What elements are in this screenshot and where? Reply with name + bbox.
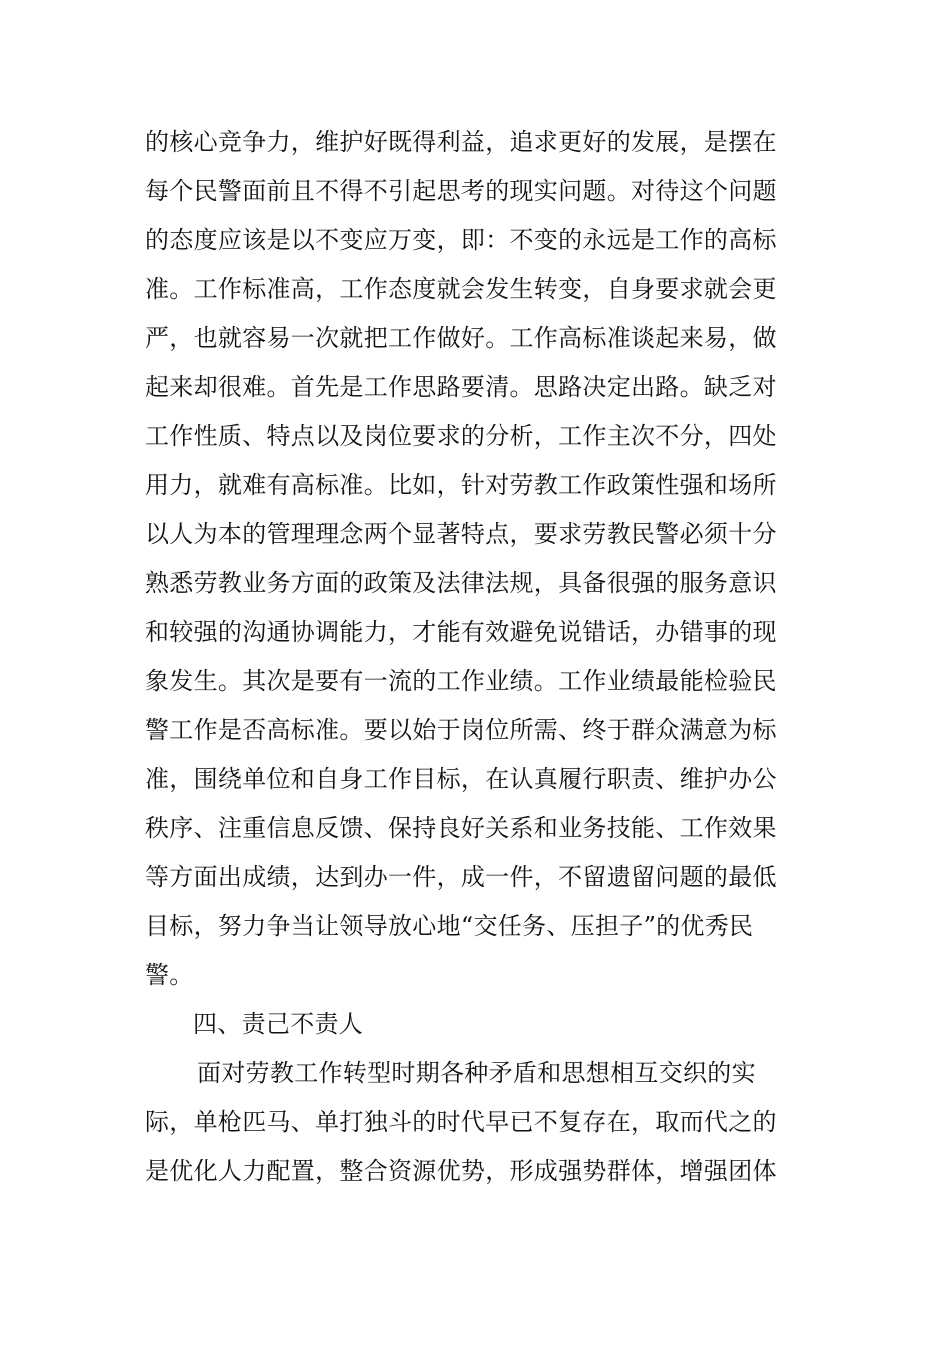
text-line: 起来却很难。首先是工作思路要清。思路决定出路。缺乏对 [145,373,777,401]
text-line: 秩序、注重信息反馈、保持良好关系和业务技能、工作效果 [145,814,777,842]
text-line: 每个民警面前且不得不引起思考的现实问题。对待这个问题 [145,177,777,205]
text-line: 目标，努力争当让领导放心地“交任务、压担子”的优秀民 [145,912,754,940]
text-line: 的态度应该是以不变应万变，即：不变的永远是工作的高标 [145,226,777,254]
text-line: 准。工作标准高，工作态度就会发生转变，自身要求就会更 [145,275,777,303]
text-line: 用力，就难有高标准。比如，针对劳教工作政策性强和场所 [145,471,777,499]
paragraph-first-line: 面对劳教工作转型时期各种矛盾和思想相互交织的实 [197,1059,756,1087]
text-line: 工作性质、特点以及岗位要求的分析，工作主次不分，四处 [145,422,777,450]
body-text [145,118,777,1196]
text-line: 的核心竞争力，维护好既得利益，追求更好的发展，是摆在 [145,128,777,156]
text-line: 严，也就容易一次就把工作做好。工作高标准谈起来易，做 [145,324,777,352]
text-line: 和较强的沟通协调能力，才能有效避免说错话，办错事的现 [145,618,777,646]
text-line: 是优化人力配置，整合资源优势，形成强势群体，增强团体 [145,1157,777,1185]
text-line: 警工作是否高标准。要以始于岗位所需、终于群众满意为标 [145,716,777,744]
text-line: 熟悉劳教业务方面的政策及法律法规，具备很强的服务意识 [145,569,777,597]
text-line: 象发生。其次是要有一流的工作业绩。工作业绩最能检验民 [145,667,777,695]
text-line: 以人为本的管理理念两个显著特点，要求劳教民警必须十分 [145,520,777,548]
text-line: 际，单枪匹马、单打独斗的时代早已不复存在，取而代之的 [145,1108,777,1136]
text-line: 等方面出成绩，达到办一件，成一件，不留遗留问题的最低 [145,863,777,891]
text-line: 准，围绕单位和自身工作目标，在认真履行职责、维护办公 [145,765,777,793]
section-heading: 四、责己不责人 [193,1010,364,1038]
text-line: 警。 [145,961,194,989]
